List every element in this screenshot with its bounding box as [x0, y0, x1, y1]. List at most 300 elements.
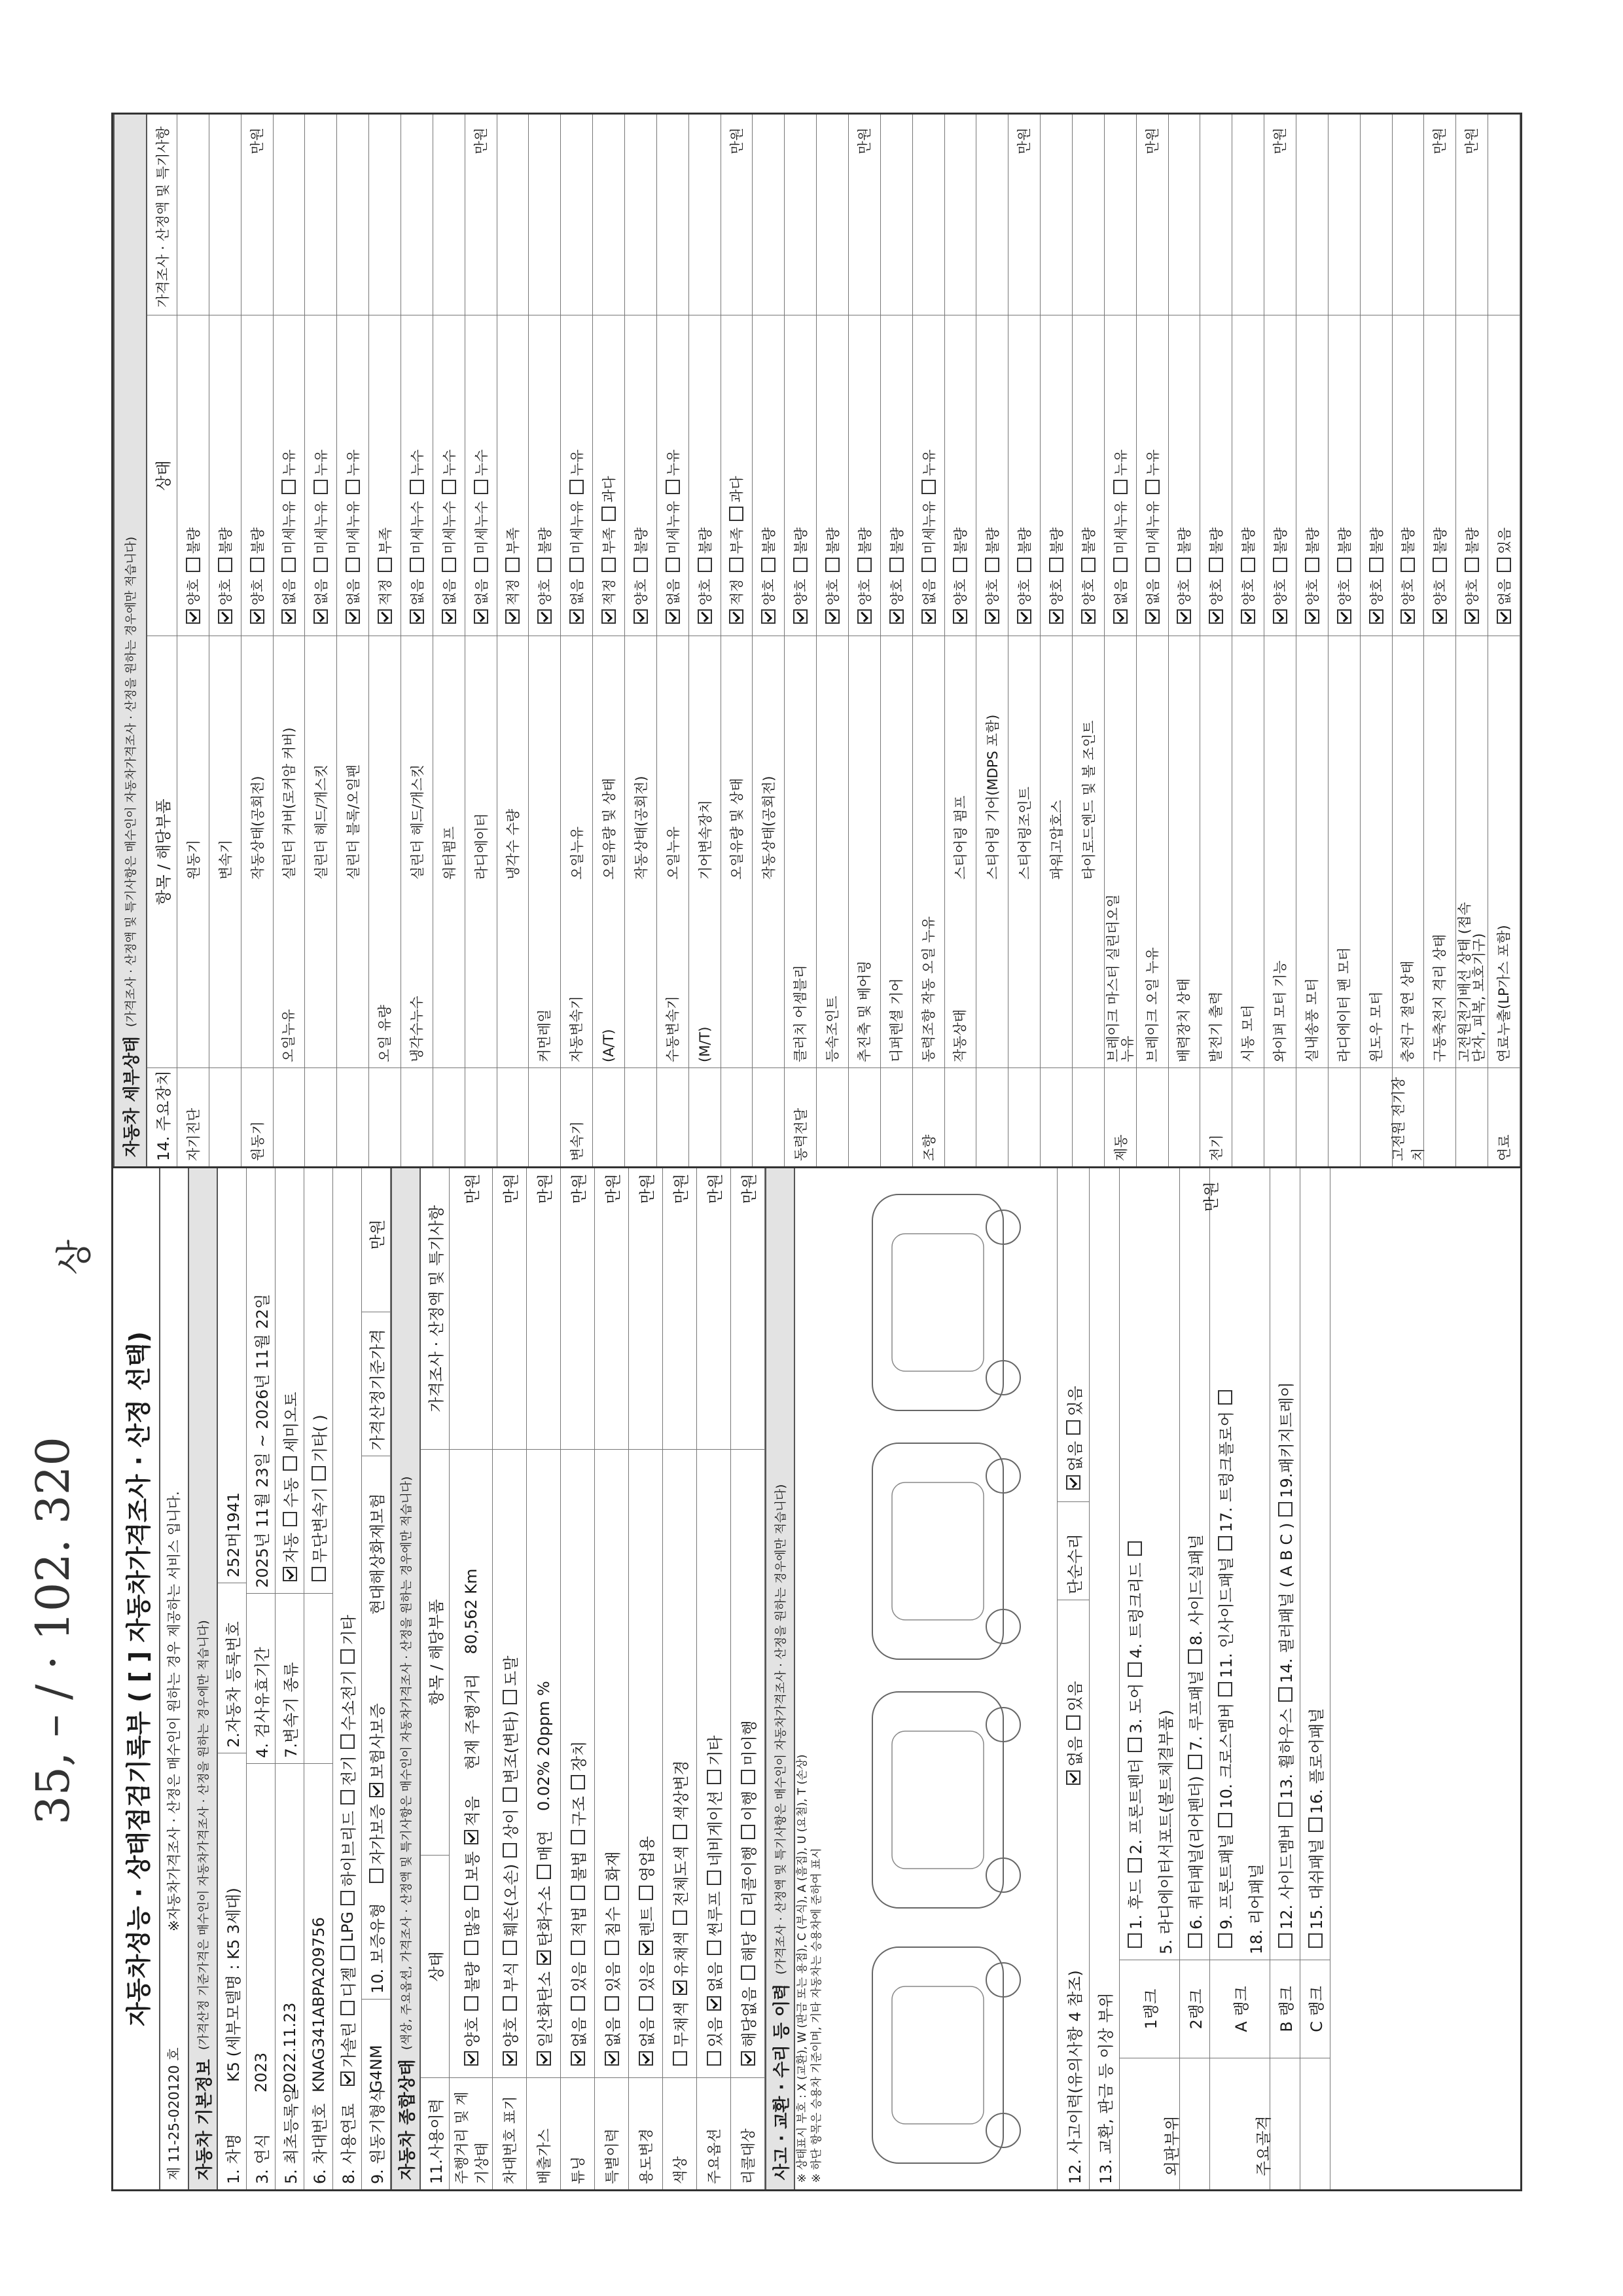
checkbox[interactable] [707, 1996, 721, 2011]
checkbox[interactable] [1433, 558, 1447, 572]
unit: 만원 [536, 1174, 554, 1204]
unit: 만원 [1464, 128, 1480, 154]
checkbox-label: 없음 [346, 579, 362, 605]
checkbox[interactable] [1049, 558, 1063, 572]
checkbox[interactable] [1066, 1475, 1080, 1490]
checkbox[interactable] [1218, 1682, 1232, 1696]
checkbox[interactable] [1081, 609, 1096, 624]
row-label: 차대번호 표기 [503, 2096, 519, 2184]
cell [304, 1594, 332, 1764]
checkbox[interactable] [571, 1996, 585, 2011]
checkbox-label: 누유 [665, 449, 681, 476]
detail-row [177, 115, 209, 1166]
checkbox-label: 누유 [281, 449, 298, 476]
sub-item: 오일누유 [281, 1009, 297, 1062]
sub-item: 구동축전지 격리 상태 [1432, 934, 1448, 1062]
cell [1296, 636, 1328, 885]
checkbox[interactable] [250, 609, 264, 624]
checkbox[interactable] [410, 558, 424, 572]
checkbox-label: 없음 [409, 579, 425, 605]
basic-info-row [247, 1168, 276, 2189]
checkbox[interactable] [1049, 609, 1063, 624]
checkbox[interactable] [569, 609, 584, 624]
checkbox[interactable] [1273, 609, 1287, 624]
checkbox[interactable] [1188, 1933, 1202, 1948]
checkbox-label: 불량 [633, 527, 649, 554]
checkbox[interactable] [340, 1734, 355, 1749]
checkbox[interactable] [666, 480, 680, 494]
cell [785, 885, 816, 1068]
checkbox[interactable] [825, 609, 840, 624]
checkbox[interactable] [1465, 558, 1479, 572]
checkbox-label: 양호 [1017, 579, 1033, 605]
checkbox[interactable] [1308, 1818, 1323, 1832]
label-vin: 6. 차대번호 [311, 2103, 329, 2184]
checkbox-label: 10. 크로스멤버 [1217, 1702, 1236, 1809]
checkbox[interactable] [346, 480, 360, 494]
checkbox[interactable] [857, 609, 872, 624]
cell [209, 1068, 241, 1166]
checkbox[interactable] [1066, 1770, 1080, 1785]
row-label: 튜닝 [571, 2156, 587, 2184]
cell [849, 315, 880, 636]
checkbox[interactable] [1278, 1933, 1293, 1948]
checkbox[interactable] [186, 609, 200, 624]
checkbox[interactable] [921, 609, 936, 624]
checkbox[interactable] [605, 2051, 619, 2066]
checkbox[interactable] [1128, 1662, 1142, 1677]
checkbox[interactable] [1128, 1541, 1142, 1556]
checkbox[interactable] [601, 507, 616, 521]
checkbox[interactable] [1188, 1755, 1202, 1769]
cell [209, 885, 241, 1068]
checkbox[interactable] [312, 1567, 326, 1581]
checkbox-label: 불량 [1080, 527, 1097, 554]
detail-row [721, 115, 753, 1166]
checkbox[interactable] [313, 558, 328, 572]
checkbox[interactable] [218, 558, 232, 572]
checkbox[interactable] [1305, 558, 1319, 572]
checkbox[interactable] [313, 609, 328, 624]
checkbox-label: 미이행 [740, 1720, 758, 1766]
checkbox[interactable] [1145, 609, 1160, 624]
cell [721, 315, 753, 636]
checkbox[interactable] [741, 1910, 755, 1925]
checkbox-label: 없음 [604, 2017, 622, 2047]
checkbox[interactable] [340, 2072, 355, 2086]
cell [697, 2078, 730, 2189]
checkbox[interactable] [1218, 1933, 1232, 1948]
checkbox-label: 양호 [985, 579, 1001, 605]
checkbox[interactable] [1081, 558, 1096, 572]
checkbox-label: 적법 [570, 1906, 588, 1937]
checkbox[interactable] [698, 558, 712, 572]
cell [497, 119, 529, 315]
checkbox[interactable] [1433, 609, 1447, 624]
detail-row [1008, 115, 1041, 1166]
checkbox[interactable] [1177, 609, 1191, 624]
checkbox[interactable] [1305, 609, 1319, 624]
checkbox[interactable] [1278, 1803, 1293, 1817]
checkbox-label: LPG [338, 1911, 357, 1943]
cell [497, 636, 529, 885]
checkbox[interactable] [639, 1996, 653, 2011]
checkbox[interactable] [761, 558, 776, 572]
basic-info-row [362, 1168, 391, 2189]
checkbox[interactable] [313, 480, 328, 494]
checkbox[interactable] [707, 1770, 721, 1784]
checkbox[interactable] [283, 1512, 297, 1526]
checkbox[interactable] [571, 1941, 585, 1955]
cell [304, 1201, 332, 1594]
checkbox[interactable] [921, 480, 936, 494]
cell [1073, 885, 1104, 1068]
checkbox[interactable] [571, 2051, 585, 2066]
doc-note: ※자동차가격조사 · 산정은 매수인이 원하는 경우 제공하는 서비스 입니다. [166, 1491, 182, 1931]
checkbox[interactable] [1113, 558, 1128, 572]
cell [305, 315, 336, 636]
checkbox[interactable] [605, 1941, 619, 1955]
cell [689, 636, 721, 885]
checkbox-label: 불량 [857, 527, 873, 554]
checkbox[interactable] [1278, 1687, 1293, 1702]
checkbox[interactable] [741, 1965, 755, 1980]
detail-row [465, 115, 497, 1166]
checkbox-label: 2. 프론트펜더 [1127, 1758, 1146, 1855]
checkbox[interactable] [1066, 1715, 1080, 1730]
overall-col-header [421, 1168, 450, 2189]
cell [721, 885, 753, 1068]
checkbox[interactable] [889, 609, 904, 624]
checkbox[interactable] [1188, 1649, 1202, 1664]
cell [333, 2098, 361, 2189]
checkbox[interactable] [1017, 558, 1031, 572]
checkbox[interactable] [218, 609, 232, 624]
cell [731, 1450, 764, 2078]
checkbox[interactable] [283, 1567, 297, 1581]
checkbox[interactable] [369, 1783, 383, 1797]
cell [1270, 1306, 1300, 1960]
col-state: 상태 [154, 460, 173, 491]
checkbox-label: 누유 [569, 449, 586, 476]
checkbox[interactable] [1209, 558, 1223, 572]
checkbox[interactable] [340, 1790, 355, 1804]
cell [274, 1068, 305, 1166]
checkbox[interactable] [673, 2051, 687, 2066]
checkbox-label: 불량 [1336, 527, 1353, 554]
cell [305, 119, 336, 315]
checkbox[interactable] [729, 609, 743, 624]
checkbox[interactable] [340, 1946, 355, 1960]
cell [1169, 119, 1200, 315]
checkbox[interactable] [673, 1981, 687, 1995]
checkbox[interactable] [698, 609, 712, 624]
checkbox[interactable] [1241, 609, 1255, 624]
checkbox[interactable] [503, 1941, 517, 1955]
checkbox-label: 있음 [604, 1962, 622, 1992]
checkbox[interactable] [1337, 609, 1351, 624]
legend-line: ※ 상태표시 부호 : X (교환), W (판금 또는 용접), C (부식), A (흠집), U (요철), T (손상) [796, 1754, 809, 2183]
cell [276, 1201, 304, 1594]
detail-row [1200, 115, 1232, 1166]
checkbox[interactable] [1337, 558, 1351, 572]
checkbox[interactable] [761, 609, 776, 624]
checkbox[interactable] [741, 1825, 755, 1839]
checkbox[interactable] [505, 558, 520, 572]
checkbox[interactable] [1218, 1536, 1232, 1551]
cell [593, 119, 624, 315]
cell [625, 636, 656, 885]
checkbox[interactable] [953, 558, 967, 572]
checkbox[interactable] [346, 609, 360, 624]
checkbox-label: 14. 필러패널 ( A B C ) [1277, 1522, 1296, 1683]
checkbox[interactable] [503, 1996, 517, 2011]
overall-row [493, 1168, 527, 2189]
checkbox[interactable] [1066, 1420, 1080, 1435]
checkbox-label: 있음 [1497, 527, 1513, 554]
checkbox[interactable] [707, 1871, 721, 1885]
cell [276, 1594, 304, 1764]
checkbox[interactable] [369, 1869, 383, 1883]
checkbox[interactable] [633, 609, 648, 624]
cell [401, 119, 433, 315]
cell [913, 885, 944, 1068]
checkbox[interactable] [825, 558, 840, 572]
checkbox[interactable] [250, 558, 264, 572]
checkbox-label: 13. 휠하우스 [1277, 1708, 1296, 1799]
cell [465, 1068, 497, 1166]
checkbox[interactable] [921, 558, 936, 572]
checkbox[interactable] [346, 558, 360, 572]
checkbox-label: 불량 [1433, 527, 1449, 554]
cell [527, 1168, 560, 1450]
checkbox[interactable] [503, 2051, 517, 2066]
sub-item: 디퍼렌셜 기어 [888, 978, 904, 1062]
cell [1361, 119, 1392, 315]
checkbox[interactable] [793, 558, 808, 572]
checkbox-label: 상이 [502, 1808, 520, 1839]
checkbox[interactable] [1369, 558, 1383, 572]
checkbox[interactable] [283, 1456, 297, 1471]
checkbox[interactable] [1218, 1390, 1232, 1405]
checkbox[interactable] [707, 1941, 721, 1955]
cell [849, 636, 880, 885]
checkbox[interactable] [1497, 558, 1511, 572]
checkbox[interactable] [340, 2001, 355, 2015]
checkbox[interactable] [1497, 609, 1511, 624]
checkbox[interactable] [464, 1996, 478, 2011]
checkbox[interactable] [537, 1865, 551, 1879]
checkbox[interactable] [340, 1649, 355, 1664]
cell [1393, 885, 1424, 1068]
checkbox[interactable] [571, 1831, 585, 1845]
rank-label: 2랭크 [1187, 1988, 1205, 2030]
cell [561, 636, 592, 885]
detail-row [433, 115, 465, 1166]
checkbox[interactable] [741, 1770, 755, 1784]
checkbox[interactable] [571, 1775, 585, 1789]
checkbox[interactable] [889, 558, 904, 572]
checkbox[interactable] [1209, 609, 1223, 624]
checkbox[interactable] [666, 558, 680, 572]
checkbox[interactable] [729, 558, 743, 572]
cell [1041, 1068, 1072, 1166]
sub-item: 충전구 절연 상태 [1400, 960, 1416, 1062]
checkbox-label: 양호 [793, 579, 810, 605]
cell [976, 315, 1008, 636]
checkbox[interactable] [857, 558, 872, 572]
checkbox[interactable] [729, 507, 743, 521]
checkbox[interactable] [1113, 609, 1128, 624]
checkbox[interactable] [410, 609, 424, 624]
cell [177, 315, 209, 636]
part-item: 오일누유 [665, 826, 681, 880]
checkbox[interactable] [537, 1950, 551, 1965]
checkbox[interactable] [442, 480, 456, 494]
cell [881, 119, 912, 315]
cell [561, 1068, 592, 1166]
checkbox[interactable] [1465, 609, 1479, 624]
checkbox[interactable] [1278, 1502, 1293, 1516]
cell [305, 636, 336, 885]
checkbox[interactable] [281, 480, 296, 494]
checkbox-label: 17. 트렁크플로어 [1217, 1411, 1236, 1532]
checkbox[interactable] [673, 1825, 687, 1839]
section-title: 사고 · 교환 · 수리 등 이력 [772, 1983, 792, 2180]
checkbox[interactable] [186, 558, 200, 572]
cell [1073, 636, 1104, 885]
checkbox[interactable] [639, 2051, 653, 2066]
checkbox[interactable] [1145, 480, 1160, 494]
checkbox[interactable] [1177, 558, 1191, 572]
checkbox[interactable] [503, 1690, 517, 1704]
checkbox[interactable] [464, 2051, 478, 2066]
checkbox[interactable] [378, 558, 392, 572]
checkbox[interactable] [474, 609, 488, 624]
checkbox[interactable] [442, 558, 456, 572]
checkbox[interactable] [953, 609, 967, 624]
checkbox[interactable] [503, 1843, 517, 1857]
checkbox[interactable] [1128, 1933, 1142, 1948]
checkbox-label: 도말 [502, 1655, 520, 1686]
cell [629, 2078, 662, 2189]
checkbox[interactable] [741, 2051, 755, 2066]
checkbox[interactable] [1145, 558, 1160, 572]
checkbox[interactable] [1400, 558, 1415, 572]
cell [1180, 2058, 1209, 2189]
checkbox[interactable] [1113, 480, 1128, 494]
cell [976, 636, 1008, 885]
checkbox[interactable] [1308, 1933, 1323, 1948]
cell [663, 1168, 696, 1450]
checkbox[interactable] [505, 609, 520, 624]
checkbox[interactable] [442, 609, 456, 624]
overall-row [527, 1168, 561, 2189]
checkbox[interactable] [601, 558, 616, 572]
col-state: 상태 [427, 1951, 446, 1982]
checkbox-label: 양호 [1273, 579, 1289, 605]
sub-item: 윈도우 모터 [1368, 991, 1384, 1062]
checkbox[interactable] [1128, 1738, 1142, 1752]
checkbox[interactable] [1218, 1813, 1232, 1827]
engine-type: G4NM [366, 2045, 385, 2092]
handwritten-mark: 상 [54, 1239, 96, 1275]
checkbox[interactable] [312, 1466, 326, 1480]
checkbox[interactable] [569, 558, 584, 572]
checkbox[interactable] [410, 480, 424, 494]
cell [593, 1068, 624, 1166]
checkbox[interactable] [793, 609, 808, 624]
checkbox[interactable] [1241, 558, 1255, 572]
checkbox[interactable] [464, 1886, 478, 1900]
detail-row [1041, 115, 1073, 1166]
cell [1073, 119, 1104, 315]
detail-row [1137, 115, 1169, 1166]
checkbox-label: 미세누수 [473, 501, 490, 554]
checkbox[interactable] [537, 558, 552, 572]
checkbox[interactable] [378, 609, 392, 624]
checkbox[interactable] [340, 1891, 355, 1905]
sub-item: 냉각수누수 [408, 996, 425, 1062]
checkbox[interactable] [474, 480, 488, 494]
checkbox[interactable] [639, 1941, 653, 1955]
cell [1008, 1068, 1040, 1166]
checkbox[interactable] [985, 609, 999, 624]
cell [1391, 1068, 1427, 1166]
detail-row [209, 115, 241, 1166]
checkbox[interactable] [666, 609, 680, 624]
checkbox-label: 18. 리어패널 [1247, 1863, 1266, 1954]
checkbox-label: 불량 [889, 527, 905, 554]
cell [689, 315, 721, 636]
checkbox[interactable] [464, 1941, 478, 1955]
checkbox[interactable] [707, 2051, 721, 2066]
checkbox[interactable] [673, 1910, 687, 1925]
checkbox[interactable] [503, 1787, 517, 1802]
checkbox[interactable] [639, 1886, 653, 1900]
checkbox[interactable] [571, 1886, 585, 1900]
label-fuel: 8. 사용연료 [340, 2103, 358, 2184]
checkbox-label: 불량 [1465, 527, 1481, 554]
checkbox[interactable] [537, 2051, 551, 2066]
checkbox[interactable] [605, 1886, 619, 1900]
checkbox[interactable] [1273, 558, 1287, 572]
checkbox[interactable] [281, 609, 296, 624]
checkbox[interactable] [1128, 1858, 1142, 1873]
checkbox[interactable] [601, 609, 616, 624]
checkbox[interactable] [985, 558, 999, 572]
checkbox[interactable] [1400, 609, 1415, 624]
section-note: (가격산정 기준가격은 매수인이 자동차가격조사 · 산정을 원하는 경우에만 적습니다) [197, 1620, 211, 2051]
cell [529, 119, 560, 315]
checkbox-label: 7. 루프패널 [1187, 1670, 1205, 1751]
sub-item: 수동변속기 [664, 996, 681, 1062]
checkbox[interactable] [537, 609, 552, 624]
checkbox[interactable] [1017, 609, 1031, 624]
cell [1361, 315, 1392, 636]
checkbox[interactable] [281, 558, 296, 572]
checkbox[interactable] [1369, 609, 1383, 624]
checkbox[interactable] [474, 558, 488, 572]
checkbox[interactable] [569, 480, 584, 494]
checkbox[interactable] [633, 558, 648, 572]
checkbox[interactable] [464, 1831, 478, 1845]
checkbox-label: 불량 [793, 527, 810, 554]
checkbox-label: 불법 [570, 1851, 588, 1882]
checkbox[interactable] [605, 1996, 619, 2011]
cell [1041, 119, 1072, 315]
cell [1456, 315, 1488, 636]
